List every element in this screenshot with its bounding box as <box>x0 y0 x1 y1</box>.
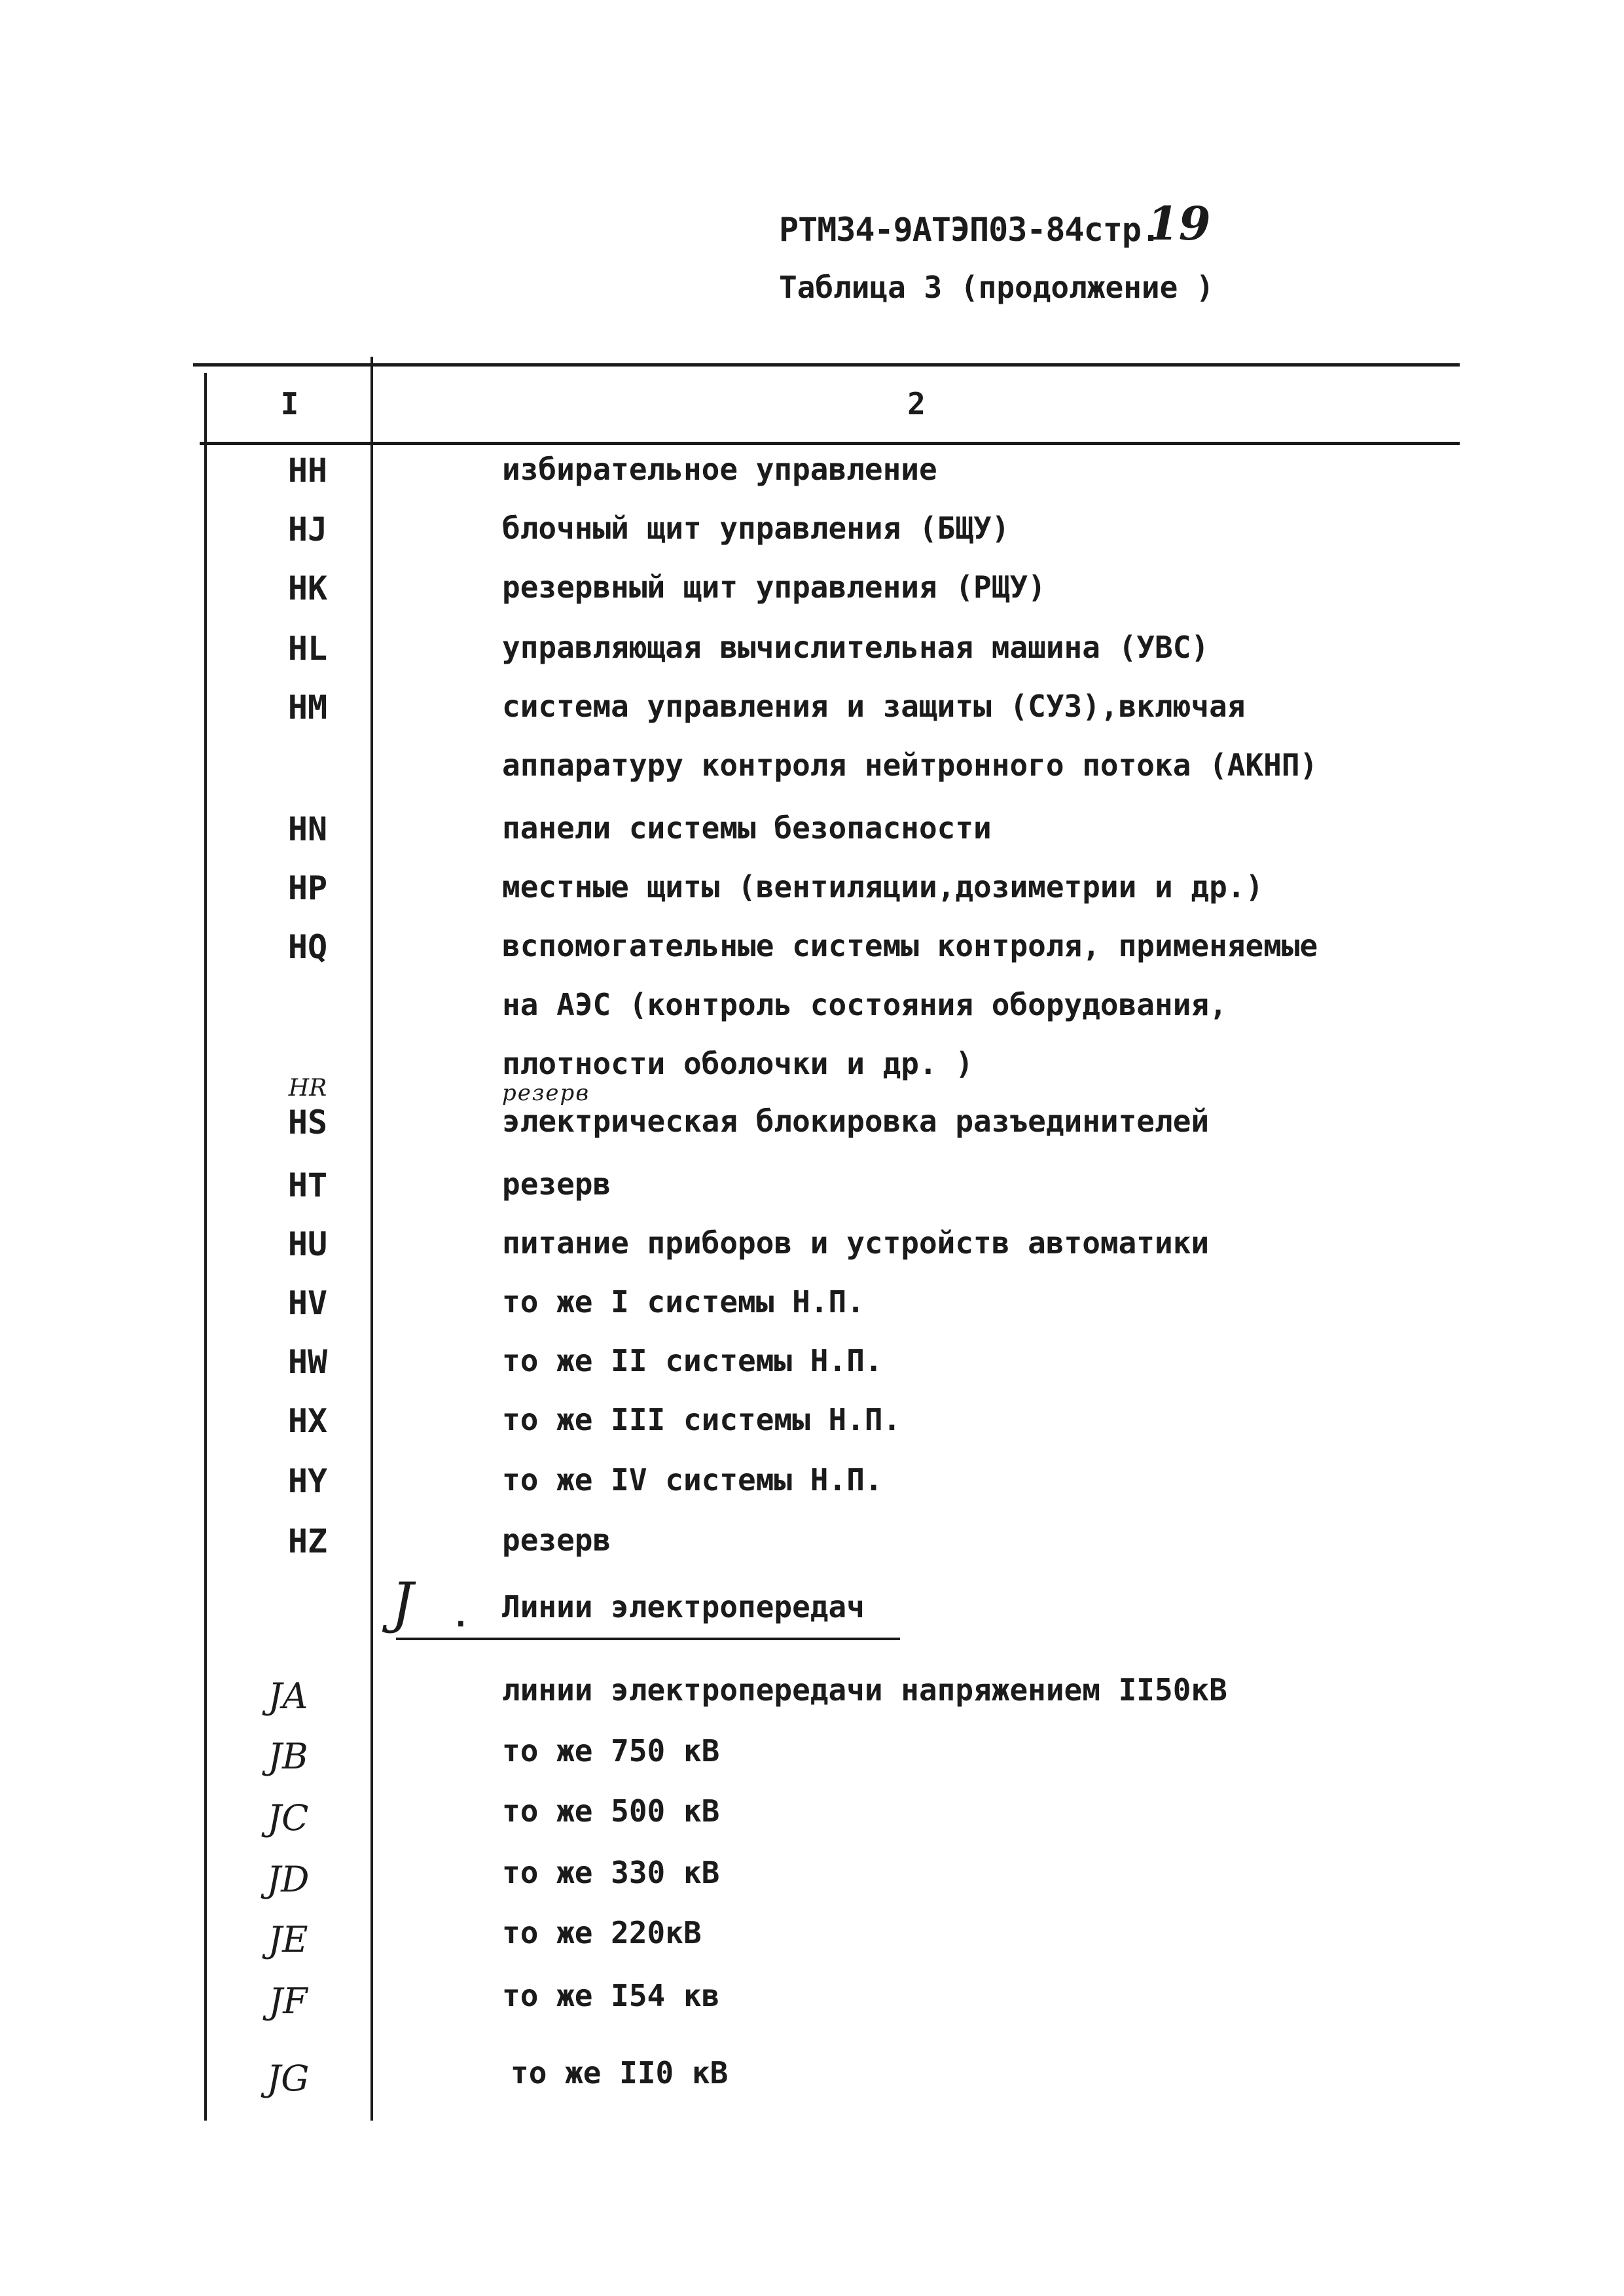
row-code: HT <box>287 1166 328 1204</box>
row-code: HQ <box>287 928 328 966</box>
table-top-rule <box>193 363 1460 367</box>
row-description: панели системы безопасности <box>502 810 992 846</box>
section-underline <box>396 1638 900 1640</box>
row-description: резерв <box>502 1522 611 1558</box>
column-header-2: 2 <box>907 386 926 422</box>
row-description: то же 750 кВ <box>502 1733 720 1768</box>
section-dot: . <box>452 1598 470 1634</box>
row-code: JE <box>268 1919 308 1960</box>
row-code: JF <box>268 1981 308 2022</box>
row-description: резерв <box>502 1080 590 1106</box>
row-code: HX <box>287 1402 328 1440</box>
row-description: аппаратуру контроля нейтронного потока (АКНП) <box>502 747 1318 783</box>
table-caption: Таблица 3 (продолжение ) <box>779 270 1214 305</box>
row-description: питание приборов и устройств автоматики <box>502 1225 1210 1261</box>
row-code: HV <box>287 1284 328 1322</box>
row-description: то же II0 кВ <box>511 2055 729 2090</box>
column-header-1: I <box>280 386 299 422</box>
row-code: HY <box>287 1462 328 1500</box>
row-code: HS <box>287 1103 328 1141</box>
row-description: на АЭС (контроль состояния оборудования, <box>502 987 1227 1022</box>
table-header-rule <box>200 442 1460 445</box>
row-description: система управления и защиты (СУЗ),включая <box>502 689 1246 724</box>
row-description: резервный щит управления (РЩУ) <box>502 569 1046 605</box>
row-code: HR <box>288 1075 327 1102</box>
row-code: HZ <box>287 1522 328 1560</box>
row-code: HU <box>287 1225 328 1263</box>
row-code: JA <box>268 1676 308 1717</box>
row-description: то же III системы Н.П. <box>502 1402 901 1437</box>
row-description: то же IV системы Н.П. <box>502 1462 883 1498</box>
row-description: блочный щит управления (БЩУ) <box>502 511 1010 546</box>
row-description: линии электропередачи напряжением II50кВ <box>502 1672 1227 1708</box>
row-description: то же I системы Н.П. <box>502 1284 865 1319</box>
section-title: Линии электропередач <box>502 1589 865 1624</box>
row-description: то же 220кВ <box>502 1915 702 1950</box>
row-code: JB <box>268 1736 308 1777</box>
row-description: то же II системы Н.П. <box>502 1343 883 1378</box>
row-code: HN <box>287 810 328 848</box>
row-code: HL <box>287 630 328 668</box>
row-description: то же 330 кВ <box>502 1855 720 1890</box>
row-description: избирательное управление <box>502 452 937 487</box>
row-code: JG <box>266 2058 310 2099</box>
page-number: 19 <box>1147 196 1211 251</box>
row-description: управляющая вычислительная машина (УВС) <box>502 630 1210 665</box>
row-description: вспомогательные системы контроля, применяемые <box>502 928 1318 963</box>
row-code: JC <box>267 1797 309 1839</box>
row-code: HH <box>287 452 328 490</box>
row-description: местные щиты (вентиляции,дозиметрии и др.) <box>502 869 1264 905</box>
row-code: JD <box>266 1859 310 1900</box>
row-description: то же I54 кв <box>502 1978 720 2013</box>
row-code: HM <box>287 689 328 726</box>
row-code: HW <box>287 1343 328 1381</box>
document-code: РТМ34-9АТЭП03-84стр. <box>779 211 1161 249</box>
row-description: электрическая блокировка разъединителей <box>502 1103 1210 1139</box>
row-code: HJ <box>287 511 328 548</box>
row-description: то же 500 кВ <box>502 1793 720 1829</box>
row-code: HP <box>287 869 328 907</box>
row-code: HK <box>287 569 328 607</box>
section-letter: J <box>391 1571 414 1635</box>
row-description: плотности оболочки и др. ) <box>502 1046 974 1081</box>
row-description: резерв <box>502 1166 611 1202</box>
